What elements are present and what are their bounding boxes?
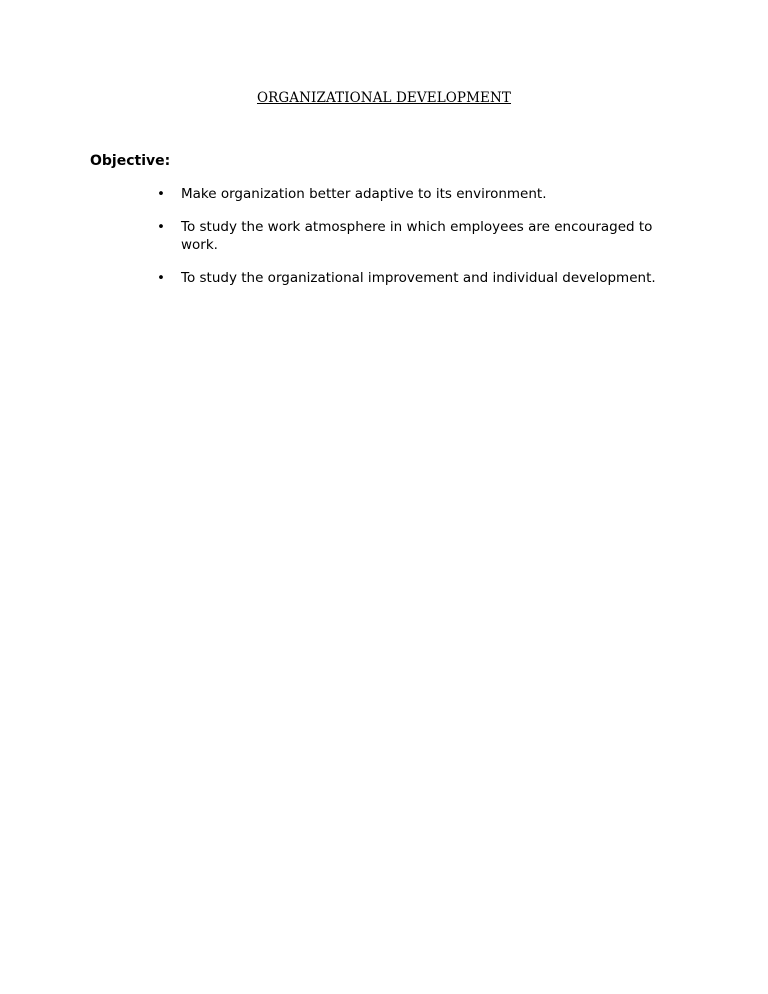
list-item <box>150 269 680 287</box>
list-item <box>150 185 680 203</box>
list-item-text: Make organization better adaptive to its environment. <box>181 186 547 202</box>
objective-heading: Objective: <box>90 153 171 169</box>
bullet-icon: • <box>157 219 165 235</box>
list-item <box>150 218 680 254</box>
list-item-text: To study the work atmosphere in which employees are encouraged to work. <box>181 219 653 253</box>
document-title: ORGANIZATIONAL DEVELOPMENT <box>256 90 512 106</box>
objective-list <box>150 185 680 302</box>
bullet-icon: • <box>157 270 165 286</box>
list-item-text: To study the organizational improvement and individual development. <box>181 270 656 286</box>
bullet-icon: • <box>157 186 165 202</box>
